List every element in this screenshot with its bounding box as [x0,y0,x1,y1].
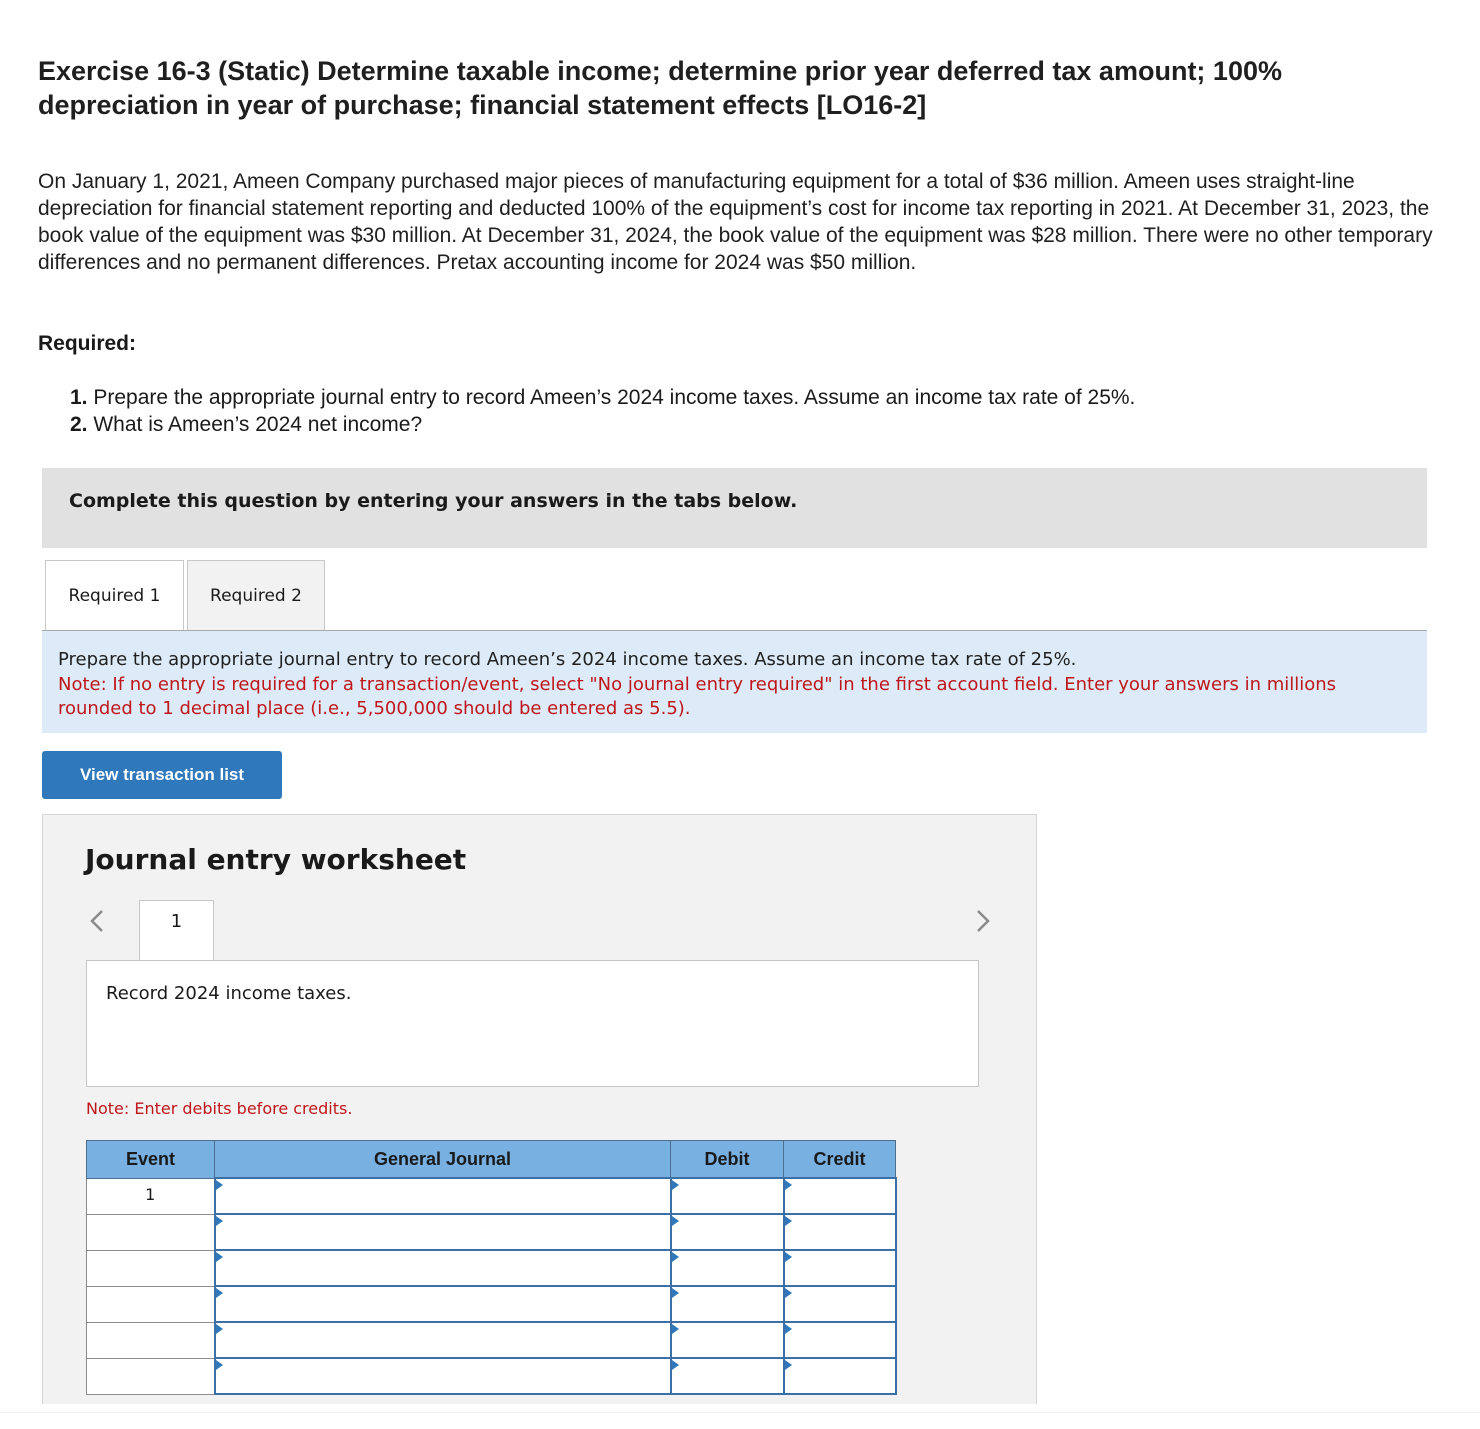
chevron-right-icon[interactable] [973,907,993,935]
credit-input[interactable] [784,1322,896,1358]
event-number [87,1215,214,1221]
requirement-text: What is Ameen’s 2024 net income? [93,413,423,436]
column-header-general-journal: General Journal [215,1141,671,1179]
requirement-number: 1. [70,386,88,409]
account-input[interactable] [215,1286,671,1322]
credit-input[interactable] [784,1178,896,1214]
debit-input[interactable] [671,1358,784,1394]
tab-required-2[interactable]: Required 2 [187,560,325,630]
event-cell [87,1358,215,1394]
requirement-number: 2. [70,413,88,436]
table-row [87,1286,896,1322]
instruction-text: Complete this question by entering your answers in the tabs below. [69,490,798,512]
worksheet-title: Journal entry worksheet [85,843,467,876]
credit-input[interactable] [784,1250,896,1286]
event-description: Record 2024 income taxes. [106,983,352,1004]
event-number [87,1359,214,1365]
view-transaction-list-button[interactable]: View transaction list [42,751,282,799]
tab-panel-instructions [42,631,1427,733]
journal-table [86,1140,897,1395]
credit-input[interactable] [784,1286,896,1322]
worksheet-note: Note: Enter debits before credits. [86,1099,353,1118]
required-heading: Required: [38,332,137,355]
column-header-event: Event [87,1141,215,1179]
page-title: Exercise 16-3 (Static) Determine taxable income; determine prior year deferred tax amount; 100% depreciation in year of purchase; financial statement effects [LO16-2] [38,56,1282,120]
column-header-credit: Credit [784,1141,896,1179]
chevron-left-icon[interactable] [87,907,107,935]
journal-entry-worksheet [42,814,1037,1404]
debit-input[interactable] [671,1250,784,1286]
debit-input[interactable] [671,1322,784,1358]
event-number [87,1251,214,1257]
instruction-banner [42,468,1427,548]
debit-input[interactable] [671,1214,784,1250]
account-input[interactable] [215,1358,671,1394]
event-number: 1 [145,1184,156,1204]
event-number [87,1323,214,1329]
account-input[interactable] [215,1178,671,1214]
page-bottom-divider [0,1412,1480,1429]
problem-text: On January 1, 2021, Ameen Company purchased major pieces of manufacturing equipment for a total of $36 million. Ameen uses straight-line depreciation for financial statement reporting and deducted 100% of the equipment’s cost for income tax reporting in 2021. At December 31, 2023, the book value of the equipment was $30 million. At December 31, 2024, the book value of the equipment was $28 million. There were no other temporary differences and no permanent differences. Pretax accounting income for 2024 was $50 million. [38,170,1433,274]
event-tab-1[interactable]: 1 [139,900,214,961]
event-cell [87,1322,215,1358]
requirement-item [70,411,1135,438]
journal-header-row [87,1141,896,1179]
table-row [87,1214,896,1250]
account-input[interactable] [215,1250,671,1286]
credit-input[interactable] [784,1214,896,1250]
table-row [87,1178,896,1214]
event-cell [87,1286,215,1322]
requirements-list [70,384,1135,438]
requirement-item [70,384,1135,411]
tab-required-1[interactable]: Required 1 [45,560,184,630]
table-row [87,1250,896,1286]
requirement-text: Prepare the appropriate journal entry to record Ameen’s 2024 income taxes. Assume an income tax rate of 25%. [93,386,1136,409]
event-number [87,1287,214,1293]
account-input[interactable] [215,1322,671,1358]
table-row [87,1358,896,1394]
account-input[interactable] [215,1214,671,1250]
event-description-box [86,960,979,1087]
event-cell [87,1214,215,1250]
table-row [87,1322,896,1358]
event-cell [87,1178,215,1214]
debit-input[interactable] [671,1178,784,1214]
panel-note: Note: If no entry is required for a transaction/event, select "No journal entry required" in the first account field. Enter your answers in millions rounded to 1 decimal place (i.e., 5,500,000 should be entered as 5.5). [58,674,1337,719]
panel-question: Prepare the appropriate journal entry to record Ameen’s 2024 income taxes. Assume an income tax rate of 25%. [58,649,1077,670]
debit-input[interactable] [671,1286,784,1322]
column-header-debit: Debit [671,1141,784,1179]
event-cell [87,1250,215,1286]
credit-input[interactable] [784,1358,896,1394]
